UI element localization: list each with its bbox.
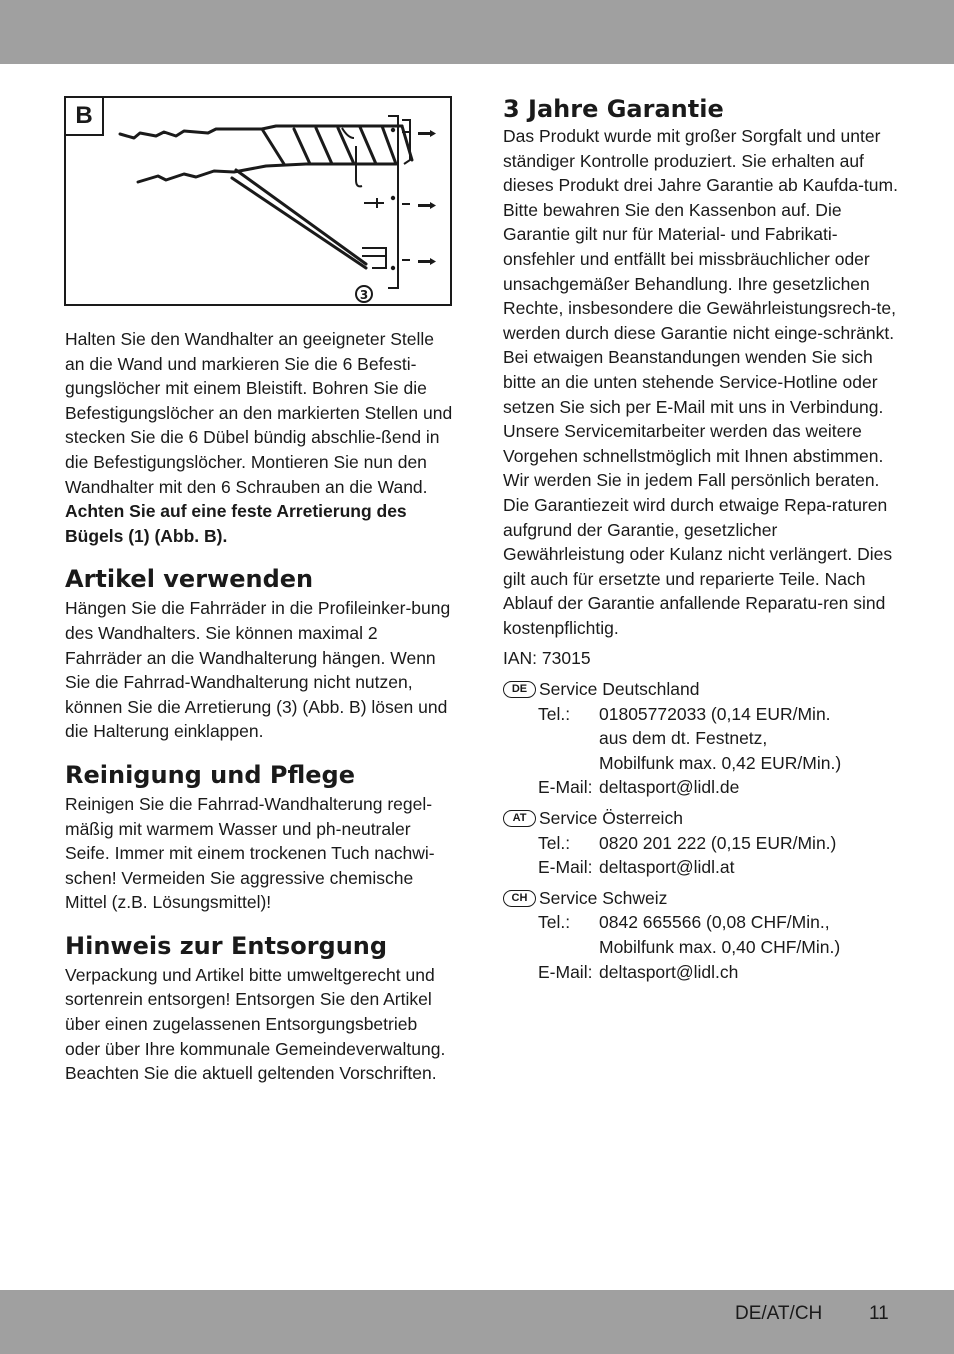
mounting-text: Halten Sie den Wandhalter an geeigneter Stelle an die Wand und markieren Sie die 6 Befesti-gungslöcher mit einem Bleistift. Bohren Sie die Befestigungslöcher an den markierten Stellen und stecken Sie die 6 Dübel bündig abschlie-ßend in die Befestigungslöcher. Montieren Sie nun den Wandhalter mit den 6 Schrauben an die Wand. [65,329,453,497]
country-badge-at: AT [503,810,536,827]
figure-b [64,96,452,306]
service-email-ch: deltasport@lidl.ch [599,961,739,982]
mounting-warning: Achten Sie auf eine feste Arretierung des Bügels (1) (Abb. B). [65,501,407,546]
ian-number: IAN: 73015 [503,648,591,669]
left-column [65,327,457,1086]
service-name-de: Service Deutschland [539,679,700,700]
email-label: E-Mail: [538,961,593,982]
page-number: 11 [869,1303,889,1324]
service-name-at: Service Österreich [539,808,683,829]
bike-rack-illustration [66,98,454,308]
warranty-text: Das Produkt wurde mit großer Sorgfalt und unter ständiger Kontrolle produziert. Sie erhalten auf dieses Produkt drei Jahre Garantie ab Kaufda-tum. Bitte bewahren Sie den Kassenbon auf. Die Garantie gilt nur für Material- und Fabrikati-onsfehler und entfällt bei missbräuchlicher oder unsachgemäßer Behandlung. Ihre gesetzlichen Rechte, insbesondere die Gewährleistungsrech-te, werden durch diese Garantie nicht einge-schränkt. Bei etwaigen Beanstandungen wenden Sie sich bitte an die unten stehende Service-Hotline oder setzen Sie sich per E-Mail mit uns in Verbindung. Unsere Servicemitarbeiter werden das weitere Vorgehen schnellstmöglich mit Ihnen abstimmen. Wir werden Sie in jedem Fall persönlich beraten. Die Garantiezeit wird durch etwaige Repa-raturen aufgrund der Garantie, gesetzlicher Gewährleistung oder Kulanz nicht verlängert. Dies gilt auch für ersetzte und reparierte Teile. Nach Ablauf der Garantie anfallende Reparatu-ren sind kostenpflichtig. [503,126,898,638]
service-email-at: deltasport@lidl.at [599,857,735,878]
tel-label: Tel.: [538,832,571,853]
country-badge-de: DE [503,681,536,698]
service-tel-de: 01805772033 (0,14 EUR/Min. [599,703,831,724]
header-bar [0,0,954,64]
section-text-cleaning: Reinigen Sie die Fahrrad-Wandhalterung regel-mäßig mit warmem Wasser und ph-neutraler Seife. Immer mit einem trockenen Tuch nachwi-schen! Vermeiden Sie aggressive chemische Mittel (z.B. Lösungsmittel)! [65,793,435,913]
tel-label: Tel.: [538,703,571,724]
service-tel-ch: 0842 665566 (0,08 CHF/Min., [599,912,830,933]
mounting-instructions [65,327,457,548]
country-badge-ch: CH [503,890,536,907]
footer-language: DE/AT/CH [735,1303,823,1324]
tel-label: Tel.: [538,912,571,933]
service-name-ch: Service Schweiz [539,887,668,908]
right-column [503,94,903,984]
section-text-use: Hängen Sie die Fahrräder in die Profileinker-bung des Wandhalters. Sie können maximal 2 Fahrräder an die Wandhalterung hängen. Wenn Sie die Fahrrad-Wandhalterung nicht nutzen, können Sie die Arretierung (3) (Abb. B) lösen und die Halterung einklappen. [65,598,451,742]
section-heading-cleaning: Reinigung und Pflege [65,760,356,789]
section-text-disposal: Verpackung und Artikel bitte umweltgerecht und sortenrein entsorgen! Entsorgen Sie den Artikel über einen zugelassenen Entsorgungsbetrieb oder über Ihre kommunale Gemeindeverwaltung. Beachten Sie die aktuell geltenden Vorschriften. [65,964,446,1084]
email-label: E-Mail: [538,857,593,878]
service-tel-de-line3: Mobilfunk max. 0,42 EUR/Min.) [599,752,842,773]
service-germany [503,677,903,800]
section-heading-use: Artikel verwenden [65,565,314,594]
warranty-heading: 3 Jahre Garantie [503,95,724,123]
email-label: E-Mail: [538,777,593,798]
service-austria [503,806,903,880]
section-heading-disposal: Hinweis zur Entsorgung [65,931,388,960]
service-email-de: deltasport@lidl.de [599,777,740,798]
figure-letter: B [66,98,104,136]
service-tel-de-line2: aus dem dt. Festnetz, [599,728,768,749]
service-switzerland [503,886,903,984]
service-tel-at: 0820 201 222 (0,15 EUR/Min.) [599,832,837,853]
callout-number: 3 [359,288,369,302]
service-tel-ch-line2: Mobilfunk max. 0,40 CHF/Min.) [599,937,841,957]
